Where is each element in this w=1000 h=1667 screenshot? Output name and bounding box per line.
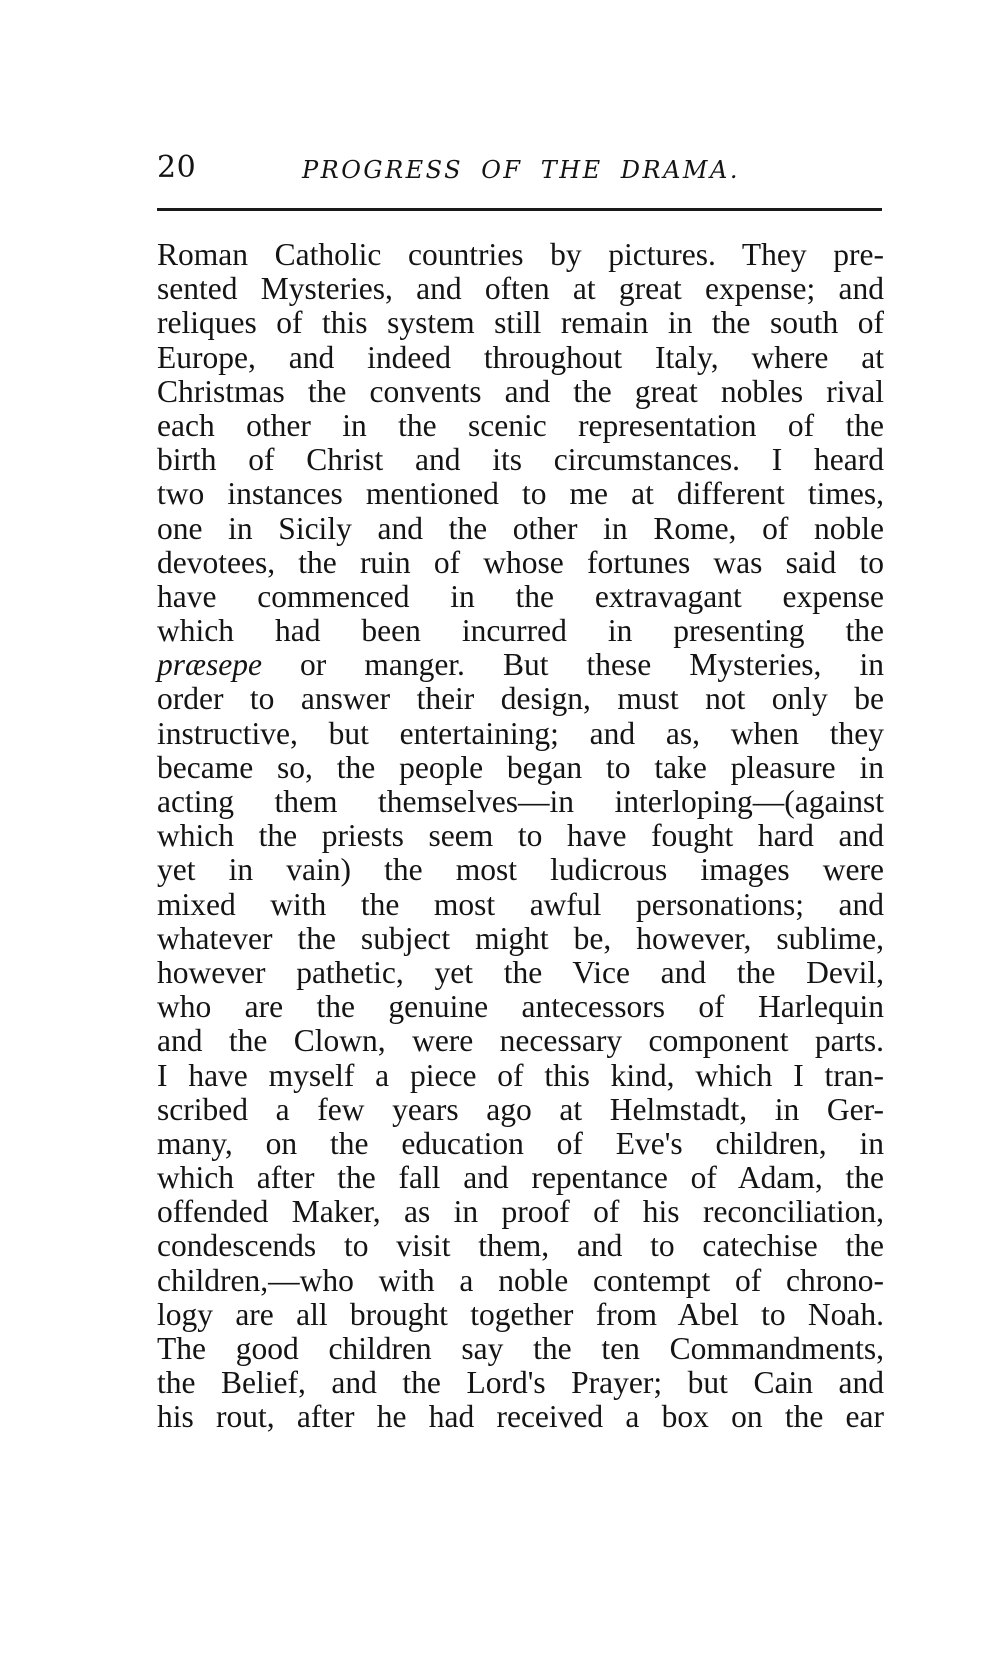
text-line: which after the fall and repentance of Adam, the (157, 1160, 884, 1196)
page-number: 20 (157, 150, 197, 185)
text-line: offended Maker, as in proof of his reconciliation, (157, 1194, 884, 1230)
header-rule (157, 208, 882, 211)
running-title: PROGRESS OF THE DRAMA. (302, 156, 740, 184)
text-line: mixed with the most awful personations; and (157, 886, 884, 922)
text-line: one in Sicily and the other in Rome, of noble (157, 510, 884, 546)
text-line-with-italic (157, 648, 884, 682)
text-line: The good children say the ten Commandments, (157, 1331, 884, 1366)
text-line: condescends to visit them, and to catechise the (157, 1228, 884, 1264)
text-line: devotees, the ruin of whose fortunes was said to (157, 544, 884, 580)
running-head (157, 148, 887, 188)
text-line-rest: or manger. But these Mysteries, in (262, 647, 884, 683)
text-line: yet in vain) the most ludicrous images were (157, 852, 884, 888)
text-line: many, on the education of Eve's children, in (157, 1125, 884, 1161)
text-line: his rout, after he had received a box on the ear (157, 1399, 884, 1435)
text-line: order to answer their design, must not only be (157, 681, 884, 717)
text-line: instructive, but entertaining; and as, when they (157, 715, 884, 751)
text-line: became so, the people began to take pleasure in (157, 749, 884, 785)
text-line: scribed a few years ago at Helmstadt, in Ger- (157, 1091, 884, 1127)
text-line: whatever the subject might be, however, sublime, (157, 920, 884, 956)
text-line: two instances mentioned to me at different times, (157, 476, 884, 512)
text-line: acting them themselves—in interloping—(against (157, 784, 884, 819)
text-line: birth of Christ and its circumstances. I heard (157, 442, 884, 478)
text-line: reliques of this system still remain in the south of (157, 305, 884, 341)
body-text (157, 238, 884, 1435)
text-line: logy are all brought together from Abel to Noah. (157, 1296, 884, 1332)
text-line: Europe, and indeed throughout Italy, where at (157, 339, 884, 375)
text-line: have commenced in the extravagant expense (157, 578, 884, 614)
text-line: which had been incurred in presenting the (157, 613, 884, 649)
text-line: which the priests seem to have fought hard and (157, 818, 884, 854)
italic-term: præsepe (157, 647, 262, 683)
text-line: the Belief, and the Lord's Prayer; but Cain and (157, 1365, 884, 1401)
text-line: who are the genuine antecessors of Harlequin (157, 989, 884, 1025)
text-line: Christmas the convents and the great nobles rival (157, 373, 884, 409)
text-line: each other in the scenic representation of the (157, 407, 884, 443)
text-line: sented Mysteries, and often at great expense; and (157, 271, 884, 307)
text-line: Roman Catholic countries by pictures. They pre- (157, 237, 884, 272)
text-line: and the Clown, were necessary component parts. (157, 1023, 884, 1059)
text-line: children,—who with a noble contempt of chrono- (157, 1262, 884, 1298)
text-line: I have myself a piece of this kind, which I tran- (157, 1057, 884, 1093)
text-line: however pathetic, yet the Vice and the Devil, (157, 954, 884, 990)
